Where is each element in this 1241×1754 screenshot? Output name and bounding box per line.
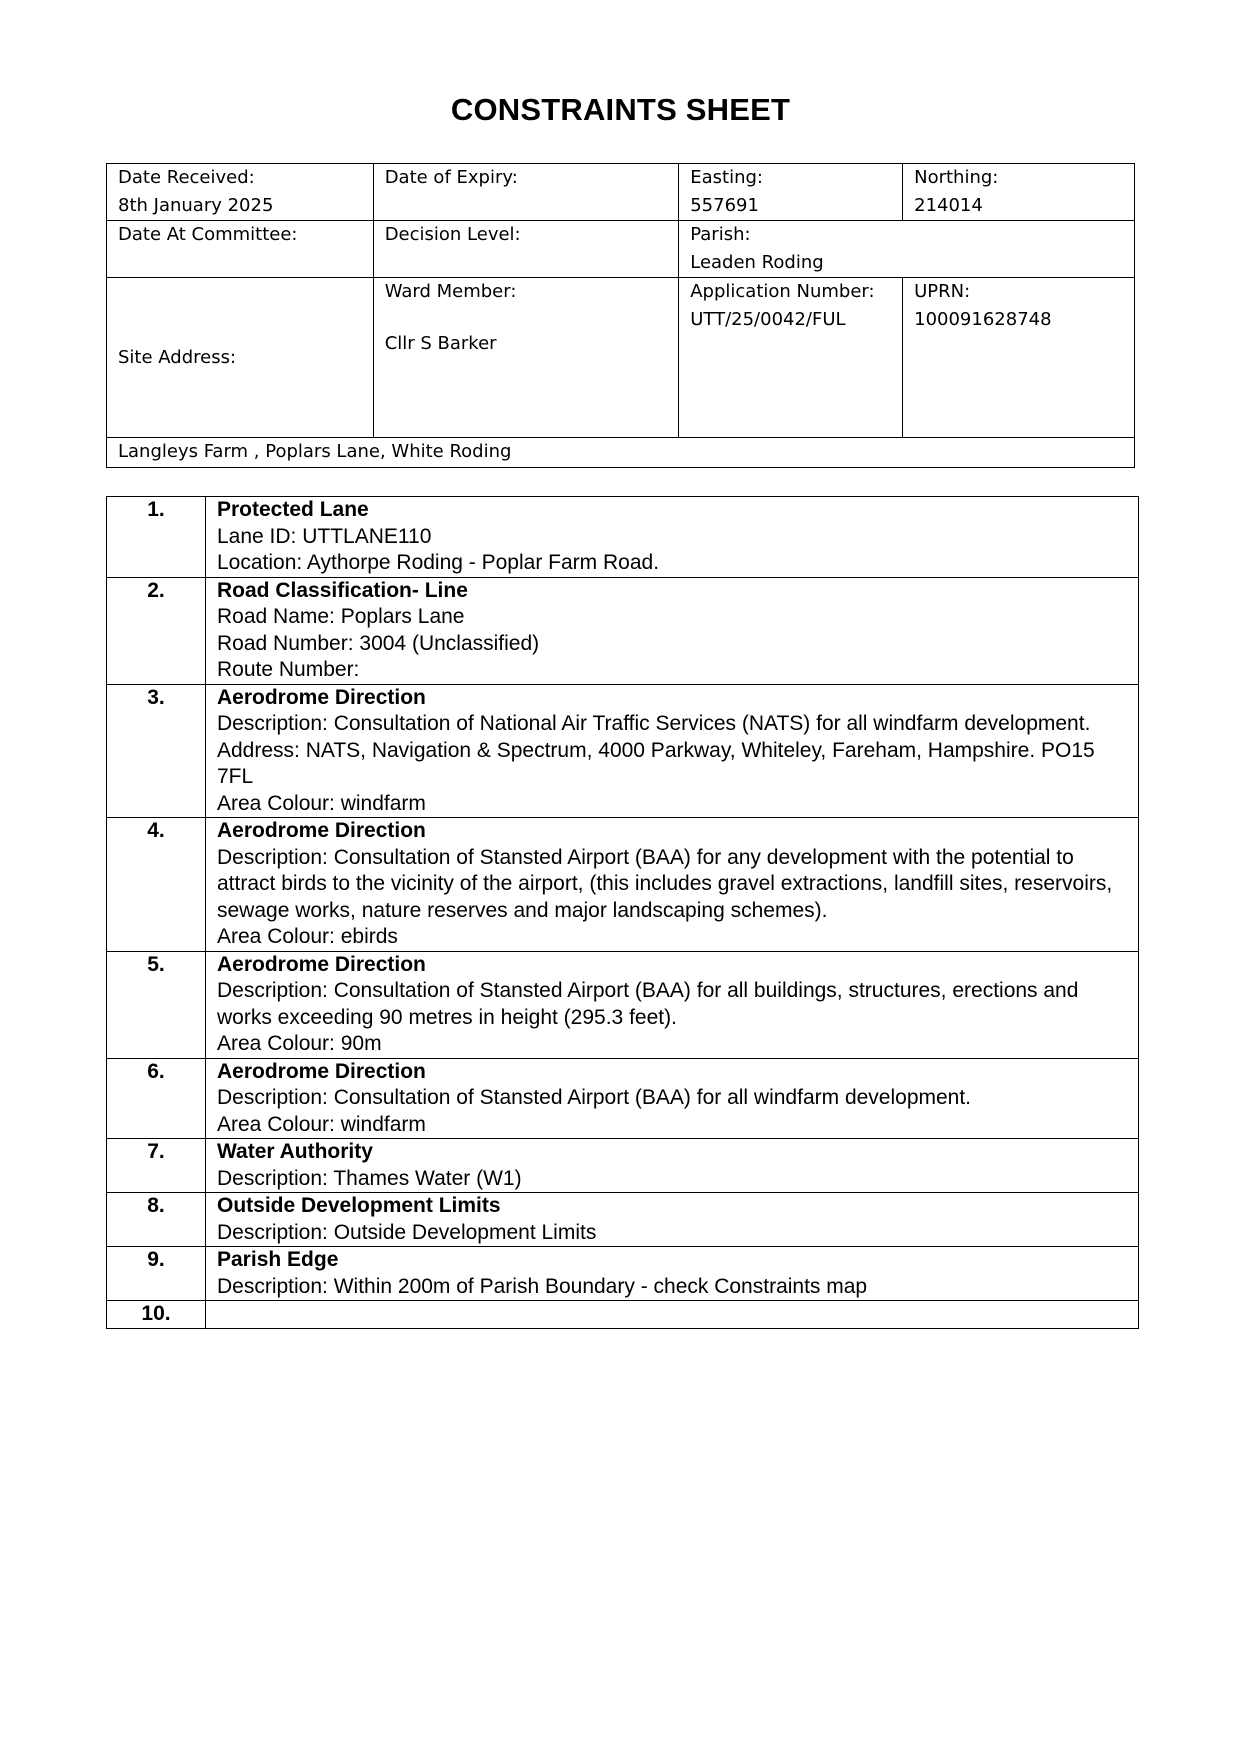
- site-address-label: Site Address:: [118, 346, 237, 368]
- constraint-row: [107, 818, 1139, 952]
- uprn-value: 100091628748: [914, 309, 1052, 330]
- constraint-number: 10.: [107, 1301, 206, 1329]
- constraint-detail: Area Colour: ebirds: [217, 925, 398, 948]
- constraint-row: [107, 1193, 1139, 1247]
- constraint-title: Aerodrome Direction: [217, 685, 426, 709]
- constraint-title: Aerodrome Direction: [217, 819, 426, 842]
- constraint-body: [206, 577, 1139, 684]
- constraint-title: Road Classification- Line: [217, 578, 468, 602]
- constraint-detail: Description: Consultation of Stansted Airport (BAA) for all buildings, structures, erections and works exceeding 90 metres in height (295.3 feet).: [217, 979, 1079, 1029]
- northing-label: Northing:: [914, 167, 999, 188]
- constraint-detail: Area Colour: windfarm: [217, 791, 426, 815]
- constraint-body: [206, 1058, 1139, 1139]
- uprn-label: UPRN:: [914, 281, 971, 302]
- constraint-detail: Description: Consultation of National Air Traffic Services (NATS) for all windfarm development.: [217, 712, 1091, 735]
- constraint-detail: Description: Consultation of Stansted Airport (BAA) for all windfarm development.: [217, 1086, 972, 1109]
- page-title: CONSTRAINTS SHEET: [450, 92, 791, 127]
- ward-member-label: Ward Member:: [384, 281, 517, 302]
- uprn-cell: [903, 278, 1135, 438]
- constraint-detail: Description: Within 200m of Parish Boundary - check Constraints map: [217, 1274, 868, 1298]
- date-received-value: 8th January 2025: [118, 195, 274, 216]
- date-received-cell: [107, 164, 374, 221]
- decision-level-label: Decision Level:: [384, 224, 521, 245]
- constraint-row: [107, 1139, 1139, 1193]
- date-received-label: Date Received:: [118, 167, 255, 188]
- constraint-title: Water Authority: [217, 1140, 373, 1163]
- application-number-cell: [679, 278, 903, 438]
- constraint-detail: Description: Consultation of Stansted Airport (BAA) for any development with the potential to attract birds to the vicinity of the airport, (this includes gravel extractions, landfill sites, reservoirs, sewage works, nature reserves and major landscaping schemes).: [217, 845, 1113, 922]
- constraint-detail: Description: Thames Water (W1): [217, 1166, 522, 1190]
- constraint-detail: Lane ID: UTTLANE110: [217, 524, 432, 548]
- constraint-row: [107, 1247, 1139, 1301]
- constraints-table: [106, 496, 1139, 1329]
- date-at-committee-cell: [107, 221, 374, 278]
- constraint-number: 1.: [107, 497, 206, 578]
- constraint-number: 5.: [107, 951, 206, 1058]
- constraint-title: Aerodrome Direction: [217, 1059, 426, 1083]
- constraint-number: 6.: [107, 1058, 206, 1139]
- site-address-value: Langleys Farm , Poplars Lane, White Roding: [118, 441, 512, 462]
- constraint-body: [206, 1193, 1139, 1247]
- application-number-label: Application Number:: [690, 281, 875, 302]
- constraint-body: [206, 1247, 1139, 1301]
- ward-member-cell: [373, 278, 679, 438]
- constraint-title: Parish Edge: [217, 1248, 339, 1271]
- constraint-row: [107, 497, 1139, 578]
- decision-level-cell: [373, 221, 679, 278]
- application-info-table: [106, 163, 1135, 468]
- northing-value: 214014: [914, 195, 983, 216]
- constraint-body: [206, 684, 1139, 818]
- constraint-body: [206, 1139, 1139, 1193]
- easting-label: Easting:: [690, 167, 763, 188]
- parish-cell: [679, 221, 1135, 278]
- date-of-expiry-label: Date of Expiry:: [384, 167, 518, 188]
- constraint-row: [107, 577, 1139, 684]
- parish-label: Parish:: [690, 224, 751, 245]
- site-address-cell: [107, 438, 1135, 468]
- constraint-detail: Area Colour: windfarm: [217, 1112, 426, 1136]
- constraint-detail: Description: Outside Development Limits: [217, 1220, 597, 1244]
- constraint-body: [206, 1301, 1139, 1329]
- date-at-committee-label: Date At Committee:: [118, 224, 298, 245]
- easting-value: 557691: [690, 195, 759, 216]
- constraint-row: [107, 1058, 1139, 1139]
- constraint-body: [206, 497, 1139, 578]
- constraint-title: Aerodrome Direction: [217, 952, 426, 976]
- constraint-row: [107, 1301, 1139, 1329]
- constraint-body: [206, 818, 1139, 952]
- date-of-expiry-cell: [373, 164, 679, 221]
- constraint-number: 4.: [107, 818, 206, 952]
- constraint-body: [206, 951, 1139, 1058]
- ward-member-value: Cllr S Barker: [384, 333, 497, 354]
- constraint-row: [107, 684, 1139, 818]
- constraint-detail: Location: Aythorpe Roding - Poplar Farm Road.: [217, 551, 660, 574]
- site-address-label-cell: [107, 278, 374, 438]
- constraint-detail: Area Colour: 90m: [217, 1032, 382, 1055]
- application-number-value: UTT/25/0042/FUL: [690, 309, 846, 330]
- constraint-number: 3.: [107, 684, 206, 818]
- constraint-detail: Road Name: Poplars Lane: [217, 605, 465, 628]
- constraint-number: 2.: [107, 577, 206, 684]
- constraint-title: Outside Development Limits: [217, 1194, 501, 1217]
- northing-cell: [903, 164, 1135, 221]
- parish-value: Leaden Roding: [690, 252, 824, 273]
- constraint-detail: Road Number: 3004 (Unclassified): [217, 631, 540, 655]
- constraint-row: [107, 951, 1139, 1058]
- constraint-number: 8.: [107, 1193, 206, 1247]
- constraint-number: 7.: [107, 1139, 206, 1193]
- constraint-detail: Address: NATS, Navigation & Spectrum, 4000 Parkway, Whiteley, Fareham, Hampshire. PO15 7FL: [217, 738, 1095, 788]
- constraint-detail: Route Number:: [217, 658, 360, 681]
- easting-cell: [679, 164, 903, 221]
- constraint-title: Protected Lane: [217, 498, 369, 521]
- constraint-number: 9.: [107, 1247, 206, 1301]
